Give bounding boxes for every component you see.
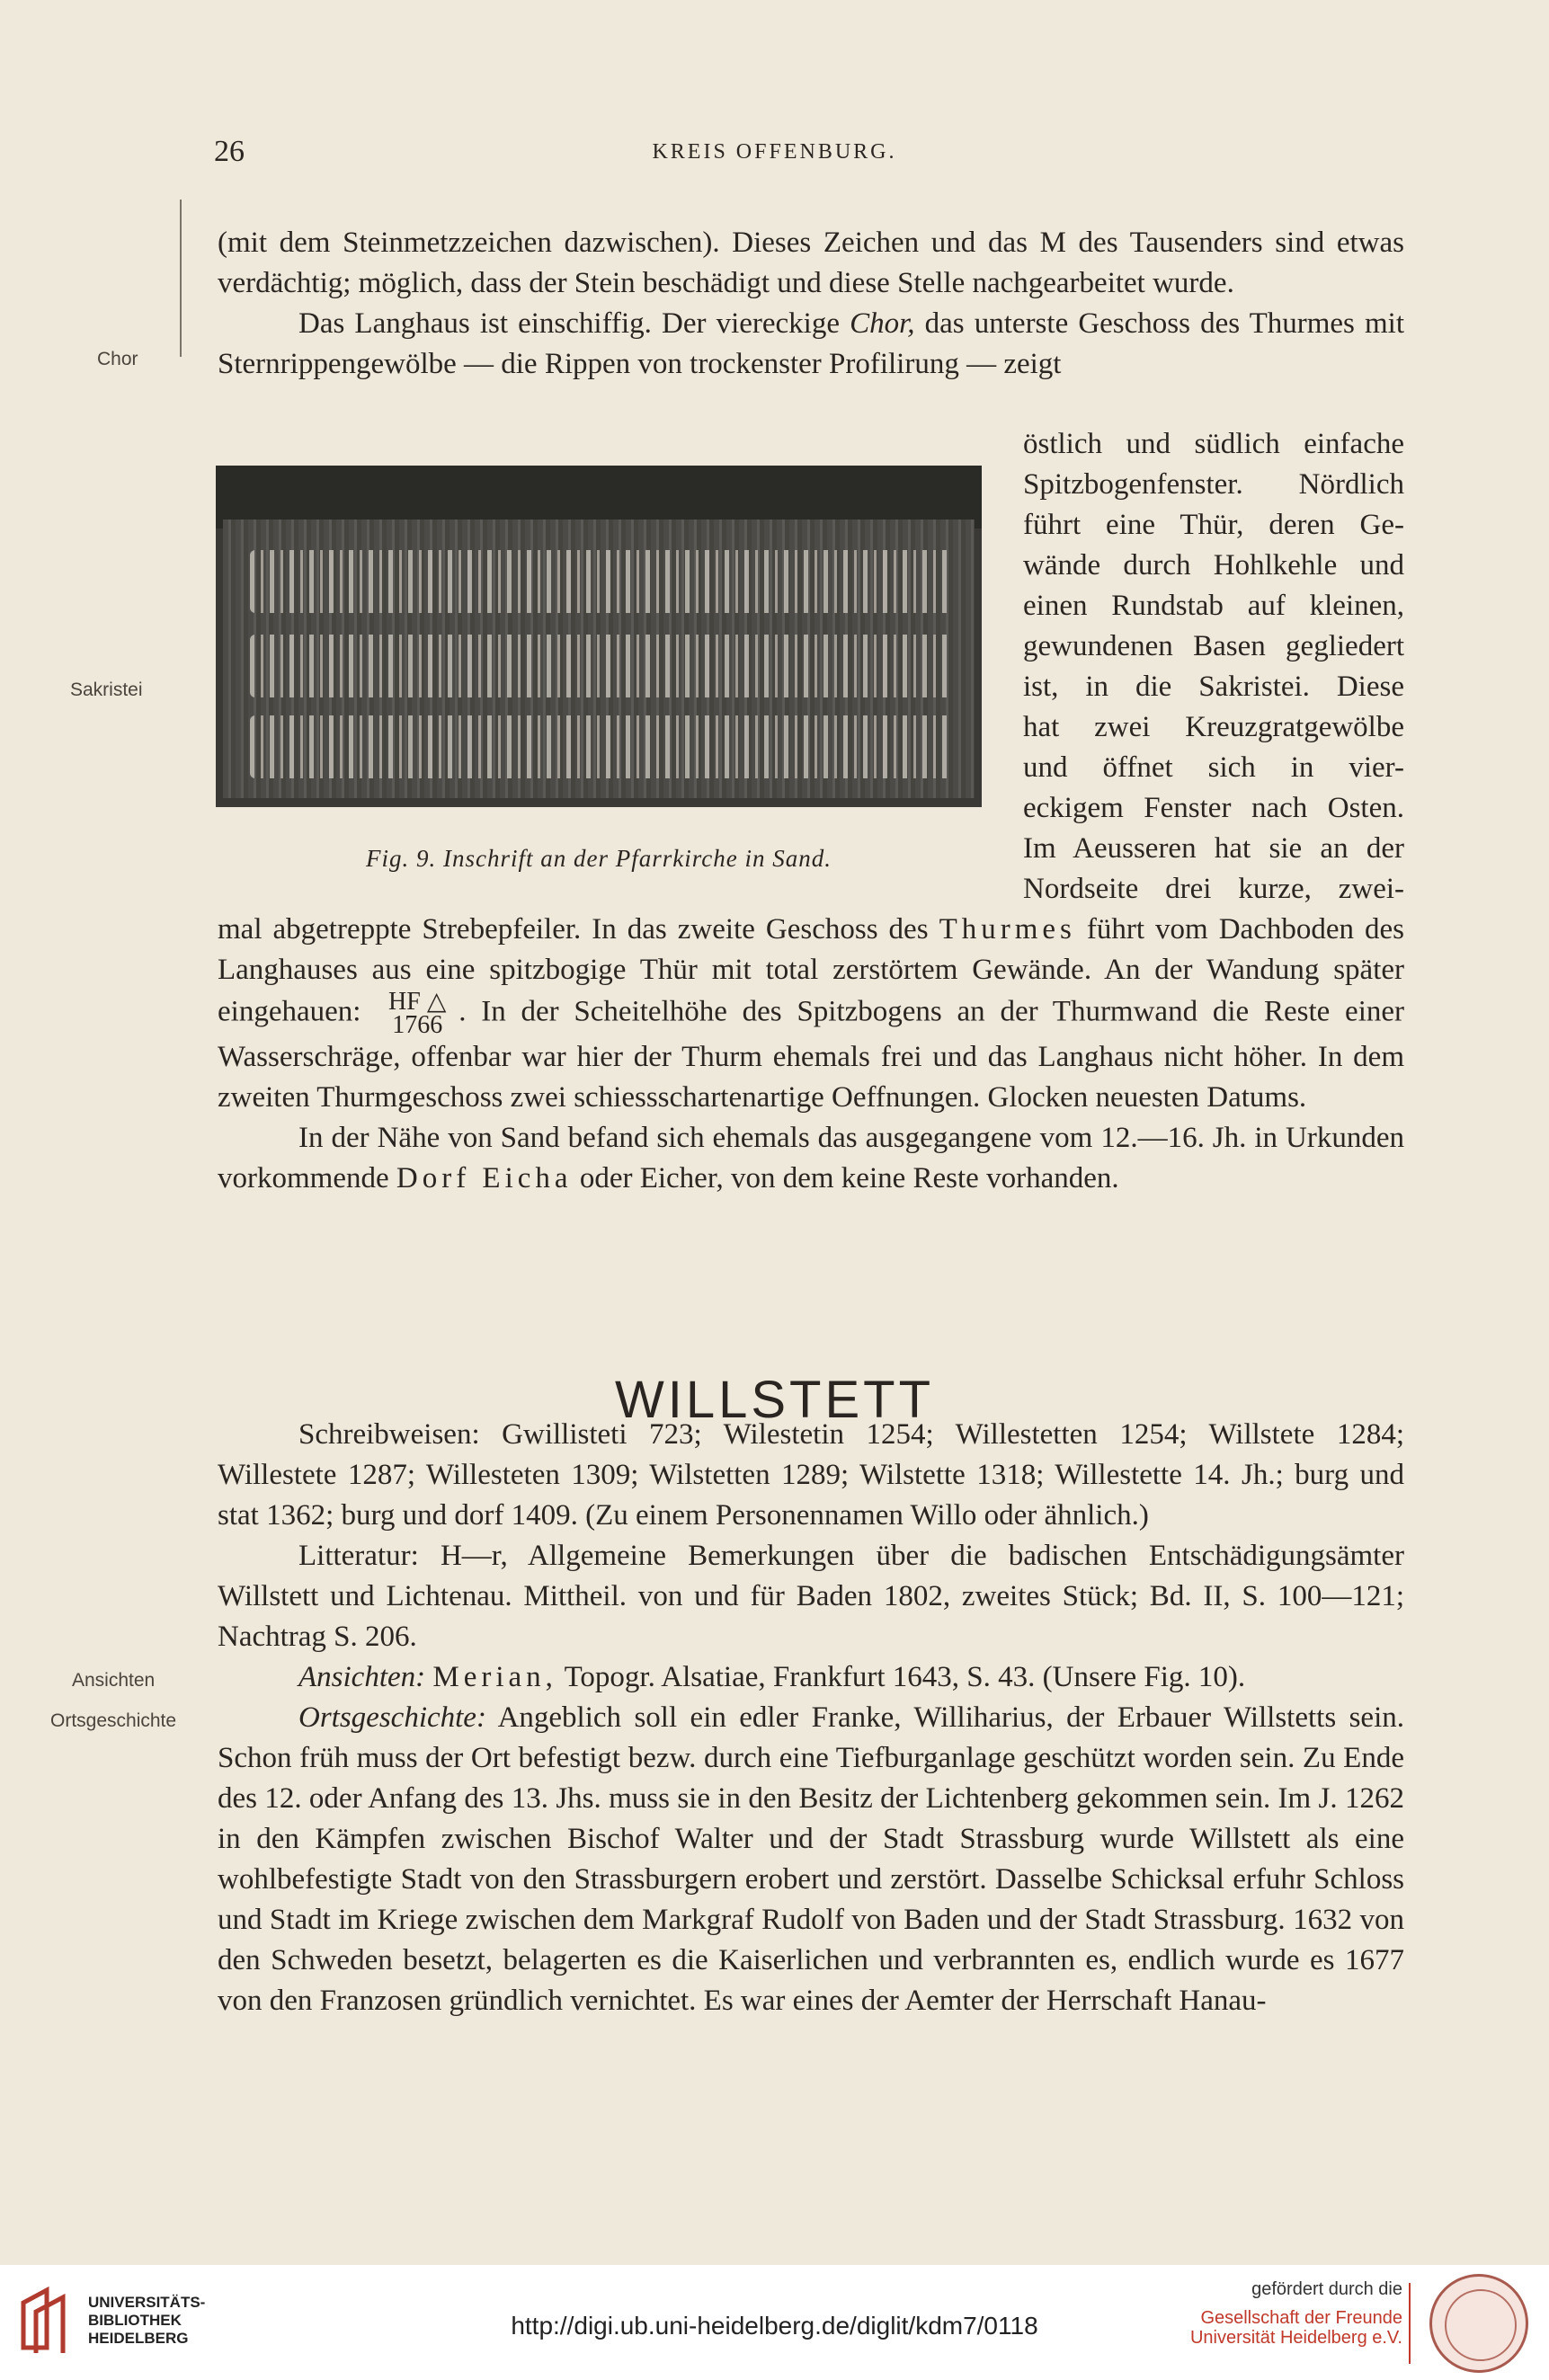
paragraph-2-rest: das unterste Geschoss des Thurmes mit Sternrippengewölbe — die Rippen von trockenster Profilirung — zeigt <box>218 307 1404 380</box>
paragraph-4 <box>218 1118 1404 1199</box>
paragraph-3 <box>218 910 1404 1118</box>
side-line: führt eine Thür, deren Ge- <box>1023 509 1404 541</box>
side-line: Im Aeusseren hat sie an der <box>1023 832 1404 865</box>
margin-note-ansichten: Ansichten <box>72 1670 156 1691</box>
footer-divider <box>1409 2283 1411 2364</box>
library-line: HEIDELBERG <box>88 2330 189 2347</box>
side-line: und öffnet sich in vier- <box>1023 751 1404 784</box>
paragraph-8-rest: Angeblich soll ein edler Franke, Williharius, der Erbauer Willstetts sein. Schon früh muss der Ort befestigt bezw. durch eine Tiefburganlage geschützt worden sein. Zu Ende des 12. oder Anfang des 13. Jhs. muss sie in den Besitz der Lichtenberg gekommen sein. Im J. 1262 in den Kämpfen zwischen Bischof Walter und der Stadt Strassburg wurde Willstett als eine wohlbefestigte Stadt von den Strassburgern erobert und zerstört. Dasselbe Schicksal erfuhr Schloss und Stadt im Kriege zwischen dem Markgraf Rudolf von Baden und der Stadt Strassburg. 1632 von den Schweden besetzt, belagerten es die Kaiserlichen und verbrannten es, endlich wurde es 1677 von den Franzosen gründlich vernichtet. Es war eines der Aemter der Herrschaft Hanau- <box>218 1701 1404 2017</box>
paragraph-2 <box>218 304 1404 385</box>
page-number: 26 <box>214 135 245 168</box>
inscription-line-3 <box>250 715 951 778</box>
inscription-line-2 <box>250 635 951 697</box>
section-title: WILLSTETT <box>614 1370 935 1429</box>
side-line: Spitzbogenfenster. Nördlich <box>1023 468 1404 501</box>
text-block-middle <box>218 910 1404 1199</box>
margin-note-sakristei: Sakristei <box>70 679 143 700</box>
paragraph-7-rest: Topogr. Alsatiae, Frankfurt 1643, S. 43. (Unsere Fig. 10). <box>564 1661 1246 1693</box>
paragraph-3-start: mal abgetreppte Strebepfeiler. In das zweite Geschoss des <box>218 913 929 946</box>
paragraph-2-start: Das Langhaus ist einschiffig. Der viereckige <box>298 307 840 340</box>
paragraph-1: (mit dem Steinmetzzeichen dazwischen). Dieses Zeichen und das M des Tausenders sind etwas verdächtig; möglich, dass der Stein beschädigt und diese Stelle nachgearbeitet wurde. <box>218 226 1404 299</box>
sponsor-org-line-2: Universität Heidelberg e.V. <box>1189 2328 1402 2348</box>
side-line: hat zwei Kreuzgratgewölbe <box>1023 711 1404 743</box>
thurmes-term: Thurmes <box>939 913 1076 946</box>
sponsor-info <box>1178 2279 1402 2348</box>
seal-inner-ring <box>1445 2289 1517 2361</box>
running-title: KREIS OFFENBURG. <box>652 140 897 164</box>
paragraph-4-start: In der Nähe von Sand befand sich ehemals das ausgegangene vom 12.—16. Jh. in Urkunden vorkommende <box>218 1122 1404 1194</box>
text-block-top <box>218 223 1404 385</box>
side-line: eckigem Fenster nach Osten. <box>1023 792 1404 824</box>
paragraph-7 <box>218 1657 1404 1698</box>
mason-mark-symbol: HF △ <box>388 988 447 1016</box>
mason-mark-year: 1766 <box>392 1011 443 1039</box>
permalink-url[interactable]: http://digi.ub.uni-heidelberg.de/diglit/kdm7/0118 <box>511 2312 1038 2340</box>
sponsor-org-line-1: Gesellschaft der Freunde <box>1200 2308 1402 2328</box>
inscription-figure <box>216 466 982 807</box>
paragraph-4-end: oder Eicher, von dem keine Reste vorhanden. <box>579 1162 1119 1194</box>
side-column-text <box>1023 424 1404 910</box>
paragraph-8 <box>218 1698 1404 2021</box>
paragraph-6: Litteratur: H—r, Allgemeine Bemerkungen über die badischen Entschädigungsämter Willstett und Lichtenau. Mittheil. von und für Baden 1802, zweites Stück; Bd. II, S. 100—121; Nachtrag S. 206. <box>218 1540 1404 1653</box>
inscription-line-1 <box>250 550 951 613</box>
library-line: UNIVERSITÄTS- <box>88 2294 206 2311</box>
side-line: ist, in die Sakristei. Diese <box>1023 670 1404 703</box>
figure-caption: Fig. 9. Inschrift an der Pfarrkirche in Sand. <box>366 845 832 872</box>
stone-slab <box>223 520 975 798</box>
margin-rule <box>180 200 182 357</box>
margin-note-chor: Chor <box>97 349 138 369</box>
paragraph-3-end: . In der Scheitelhöhe des Spitzbogens an der Thurmwand die Reste einer Wasserschräge, offenbar war hier der Thurm ehemals frei und das Langhaus nicht höher. In dem zweiten Thurmgeschoss zwei schiessschartenartige Oeffnungen. Glocken neuesten Datums. <box>218 995 1404 1114</box>
library-line: BIBLIOTHEK <box>88 2312 182 2329</box>
dorf-eicha-term: Dorf Eicha <box>396 1162 573 1194</box>
side-line: gewundenen Basen gegliedert <box>1023 630 1404 662</box>
side-line: wände durch Hohlkehle und <box>1023 549 1404 582</box>
sponsor-label: gefördert durch die <box>1251 2279 1402 2299</box>
side-line: einen Rundstab auf kleinen, <box>1023 590 1404 622</box>
mason-mark <box>381 990 453 1037</box>
ansichten-label: Ansichten: <box>298 1661 426 1693</box>
chor-term: Chor, <box>850 307 915 340</box>
text-block-bottom <box>218 1415 1404 2021</box>
university-seal-icon <box>1429 2274 1528 2373</box>
ortsgeschichte-label: Ortsgeschichte: <box>298 1701 486 1734</box>
digitization-footer <box>0 2265 1549 2380</box>
page-header <box>0 135 1549 171</box>
paragraph-5: Schreibweisen: Gwillisteti 723; Wilestetin 1254; Willestetten 1254; Willstete 1284; Willestete 1287; Willesteten 1309; Wilstetten 1289; Wilstette 1318; Willestette 14. Jh.; burg und stat 1362; burg und dorf 1409. (Zu einem Personennamen Willo oder ähnlich.) <box>218 1418 1404 1532</box>
side-line: Nordseite drei kurze, zwei- <box>1023 873 1404 905</box>
merian-name: Merian, <box>432 1661 557 1693</box>
margin-note-ortsgeschichte: Ortsgeschichte <box>50 1710 177 1731</box>
side-line: östlich und südlich einfache <box>1023 428 1404 460</box>
paragraph-3-middle: führt vom Dachboden des Langhauses aus eine spitzbogige Thür mit total zerstörtem Gewände. An der Wandung später eingehauen: <box>218 913 1404 1028</box>
